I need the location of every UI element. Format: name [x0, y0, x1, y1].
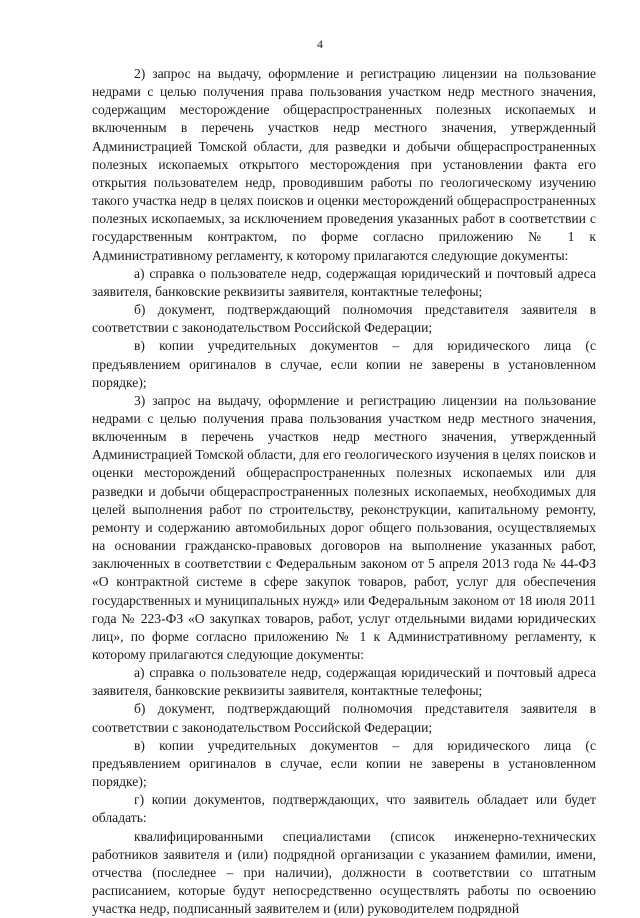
paragraph-subitem-2v: в) копии учредительных документов – для юридического лица (с предъявлением оригиналов в случае, если копии не заверены в установленном порядке); — [92, 338, 596, 390]
paragraph-item-2: 2) запрос на выдачу, оформление и регистрацию лицензии на пользование недрами с целью получения права пользования участком недр местного значения, содержащим месторождение общераспространенных полезных ископаемых и включенным в перечень участков недр местного значения, утвержденный Администрацией Томской области, для разведки и добычи общераспространенных полезных ископаемых открытого месторождения при установлении факта его открытия пользователем недр, проводившим работы по геологическому изучению такого участка недр в целях поисков и оценки месторождений общераспространенных полезных ископаемых, за исключением проведения указанных работ в соответствии с государственным контрактом, по форме согласно приложению № 1 к Административному регламенту, к которому прилагаются следующие документы: — [92, 66, 596, 263]
paragraph-subitem-2a: а) справка о пользователе недр, содержащая юридический и почтовый адреса заявителя, банковские реквизиты заявителя, контактные телефоны; — [92, 265, 596, 299]
paragraph-subitem-3g: г) копии документов, подтверждающих, что заявитель обладает или будет обладать: — [92, 792, 596, 826]
paragraph-subitem-3b: б) документ, подтверждающий полномочия представителя заявителя в соответствии с законодательством Российской Федерации; — [92, 701, 596, 735]
document-body — [92, 65, 596, 918]
page-number: 4 — [317, 37, 323, 51]
paragraph-specialists: квалифицированными специалистами (список инженерно-технических работников заявителя и (или) подрядной организации с указанием фамилии, имени, отчества (последнее – при наличии), должности в соответствии со штатным расписанием, которые будут непосредственно осуществлять работы по освоению участка недр, подписанный заявителем и (или) руководителем подрядной — [92, 828, 596, 917]
paragraph-subitem-3a: а) справка о пользователе недр, содержащая юридический и почтовый адреса заявителя, банковские реквизиты заявителя, контактные телефоны; — [92, 665, 596, 699]
paragraph-subitem-3v: в) копии учредительных документов – для юридического лица (с предъявлением оригиналов в случае, если копии не заверены в установленном порядке); — [92, 737, 596, 790]
paragraph-subitem-2b: б) документ, подтверждающий полномочия представителя заявителя в соответствии с законодательством Российской Федерации; — [92, 302, 596, 336]
paragraph-item-3: 3) запрос на выдачу, оформление и регистрацию лицензии на пользование недрами с целью получения права пользования участком недр местного значения, включенным в перечень участков недр местного значения, утвержденный Администрацией Томской области, для его геологического изучения в целях поисков и оценки месторождений общераспространенных полезных ископаемых или для разведки и добычи общераспространенных полезных ископаемых, необходимых для целей выполнения работ по строительству, реконструкции, капитальному ремонту, ремонту и содержанию автомобильных дорог общего пользования, осуществляемых на основании гражданско-правовых договоров на выполнение указанных работ, заключенных в соответствии с Федеральным законом от 5 апреля 2013 года № 44-ФЗ «О контрактной системе в сфере закупок товаров, работ, услуг для обеспечения государственных и муниципальных нужд» или Федеральным законом от 18 июля 2011 года № 223-ФЗ «О закупках товаров, работ, услуг отдельными видами юридических лиц», по форме согласно приложению № 1 к Административному регламенту, к которому прилагаются следующие документы: — [92, 392, 596, 662]
